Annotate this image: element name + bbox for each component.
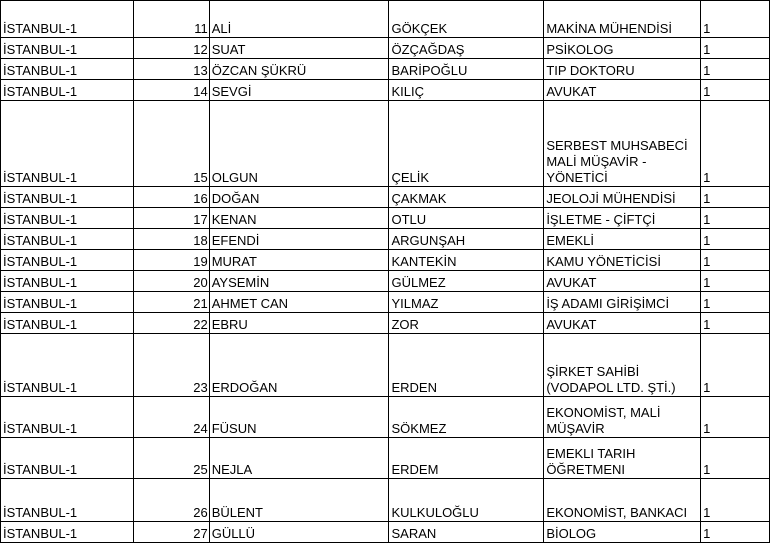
list-number-cell: 18 — [133, 229, 209, 250]
list-number-cell: 22 — [133, 313, 209, 334]
surname-cell: BARİPOĞLU — [389, 59, 544, 80]
occupation-line: EKONOMİST, BANKACI — [546, 505, 688, 520]
table-row — [1, 438, 770, 479]
first-name-cell: ALİ — [209, 1, 389, 38]
table-row — [1, 59, 770, 80]
province-cell: İSTANBUL-1 — [1, 292, 134, 313]
count-cell: 1 — [701, 397, 770, 438]
province-cell: İSTANBUL-1 — [1, 38, 134, 59]
surname-cell: KULKULOĞLU — [389, 479, 544, 522]
list-number-cell: 11 — [133, 1, 209, 38]
occupation-cell — [544, 522, 701, 543]
first-name-cell: SEVGİ — [209, 80, 389, 101]
province-cell: İSTANBUL-1 — [1, 80, 134, 101]
occupation-cell — [544, 334, 701, 397]
first-name-cell: BÜLENT — [209, 479, 389, 522]
surname-cell: ZOR — [389, 313, 544, 334]
count-cell: 1 — [701, 59, 770, 80]
table-row — [1, 334, 770, 397]
province-cell: İSTANBUL-1 — [1, 271, 134, 292]
count-cell: 1 — [701, 80, 770, 101]
list-number-cell: 26 — [133, 479, 209, 522]
first-name-cell: MURAT — [209, 250, 389, 271]
list-number-cell: 13 — [133, 59, 209, 80]
first-name-cell: FÜSUN — [209, 397, 389, 438]
list-number-cell: 16 — [133, 187, 209, 208]
occupation-line: EKONOMİST, MALİ — [546, 405, 661, 420]
table-row — [1, 229, 770, 250]
table-row — [1, 271, 770, 292]
first-name-cell: AYSEMİN — [209, 271, 389, 292]
count-cell: 1 — [701, 250, 770, 271]
province-cell: İSTANBUL-1 — [1, 59, 134, 80]
surname-cell: ERDEN — [389, 334, 544, 397]
list-number-cell: 15 — [133, 101, 209, 187]
count-cell: 1 — [701, 1, 770, 38]
table-row — [1, 101, 770, 187]
count-cell: 1 — [701, 522, 770, 543]
occupation-line: MÜŞAVİR — [546, 421, 605, 436]
occupation-line: EMEKLİ — [546, 233, 594, 248]
count-cell: 1 — [701, 334, 770, 397]
list-number-cell: 23 — [133, 334, 209, 397]
occupation-cell — [544, 229, 701, 250]
province-cell: İSTANBUL-1 — [1, 229, 134, 250]
occupation-line: BİOLOG — [546, 526, 597, 541]
occupation-line: MALİ MÜŞAVİR - — [546, 154, 647, 169]
count-cell: 1 — [701, 292, 770, 313]
province-cell: İSTANBUL-1 — [1, 187, 134, 208]
occupation-line: İŞLETME - ÇİFTÇİ — [546, 212, 656, 227]
occupation-cell — [544, 313, 701, 334]
province-cell: İSTANBUL-1 — [1, 334, 134, 397]
occupation-line: TIP DOKTORU — [546, 63, 635, 78]
surname-cell: YILMAZ — [389, 292, 544, 313]
occupation-cell — [544, 479, 701, 522]
list-number-cell: 14 — [133, 80, 209, 101]
first-name-cell: EFENDİ — [209, 229, 389, 250]
table-row — [1, 208, 770, 229]
table-row — [1, 250, 770, 271]
list-number-cell: 20 — [133, 271, 209, 292]
count-cell: 1 — [701, 271, 770, 292]
occupation-line: MAKİNA MÜHENDİSİ — [546, 21, 672, 36]
province-cell: İSTANBUL-1 — [1, 208, 134, 229]
list-number-cell: 19 — [133, 250, 209, 271]
occupation-cell — [544, 208, 701, 229]
first-name-cell: NEJLA — [209, 438, 389, 479]
table-row — [1, 187, 770, 208]
list-number-cell: 17 — [133, 208, 209, 229]
occupation-cell — [544, 271, 701, 292]
list-number-cell: 24 — [133, 397, 209, 438]
first-name-cell: ÖZCAN ŞÜKRÜ — [209, 59, 389, 80]
occupation-line: PSİKOLOG — [546, 42, 614, 57]
surname-cell: KILIÇ — [389, 80, 544, 101]
occupation-cell — [544, 59, 701, 80]
surname-cell: OTLU — [389, 208, 544, 229]
province-cell: İSTANBUL-1 — [1, 397, 134, 438]
occupation-line: JEOLOJİ MÜHENDİSİ — [546, 191, 676, 206]
table-row — [1, 522, 770, 543]
province-cell: İSTANBUL-1 — [1, 250, 134, 271]
first-name-cell: SUAT — [209, 38, 389, 59]
occupation-cell — [544, 101, 701, 187]
first-name-cell: DOĞAN — [209, 187, 389, 208]
surname-cell: ARGUNŞAH — [389, 229, 544, 250]
count-cell: 1 — [701, 208, 770, 229]
occupation-line: EMEKLI TARIH — [546, 446, 636, 461]
table-row — [1, 479, 770, 522]
surname-cell: ÇELİK — [389, 101, 544, 187]
count-cell: 1 — [701, 438, 770, 479]
first-name-cell: EBRU — [209, 313, 389, 334]
occupation-cell — [544, 80, 701, 101]
occupation-cell — [544, 38, 701, 59]
province-cell: İSTANBUL-1 — [1, 313, 134, 334]
occupation-line: YÖNETİCİ — [546, 170, 608, 185]
table-row — [1, 292, 770, 313]
first-name-cell: AHMET CAN — [209, 292, 389, 313]
occupation-cell — [544, 187, 701, 208]
surname-cell: ÖZÇAĞDAŞ — [389, 38, 544, 59]
occupation-cell — [544, 292, 701, 313]
table-row — [1, 80, 770, 101]
first-name-cell: OLGUN — [209, 101, 389, 187]
surname-cell: ERDEM — [389, 438, 544, 479]
province-cell: İSTANBUL-1 — [1, 438, 134, 479]
occupation-line: AVUKAT — [546, 84, 597, 99]
list-number-cell: 21 — [133, 292, 209, 313]
occupation-line: AVUKAT — [546, 317, 597, 332]
occupation-cell — [544, 1, 701, 38]
count-cell: 1 — [701, 187, 770, 208]
first-name-cell: GÜLLÜ — [209, 522, 389, 543]
surname-cell: ÇAKMAK — [389, 187, 544, 208]
table-row — [1, 1, 770, 38]
count-cell: 1 — [701, 229, 770, 250]
occupation-line: ŞİRKET SAHİBİ — [546, 364, 640, 379]
candidate-table-body — [1, 1, 770, 543]
table-row — [1, 397, 770, 438]
count-cell: 1 — [701, 38, 770, 59]
surname-cell: GÖKÇEK — [389, 1, 544, 38]
province-cell: İSTANBUL-1 — [1, 1, 134, 38]
table-row — [1, 313, 770, 334]
surname-cell: KANTEKİN — [389, 250, 544, 271]
surname-cell: SARAN — [389, 522, 544, 543]
count-cell: 1 — [701, 479, 770, 522]
province-cell: İSTANBUL-1 — [1, 522, 134, 543]
surname-cell: GÜLMEZ — [389, 271, 544, 292]
table-row — [1, 38, 770, 59]
occupation-cell — [544, 250, 701, 271]
occupation-line: KAMU YÖNETİCİSİ — [546, 254, 661, 269]
occupation-line: ÖĞRETMENI — [546, 462, 626, 477]
list-number-cell: 27 — [133, 522, 209, 543]
count-cell: 1 — [701, 313, 770, 334]
surname-cell: SÖKMEZ — [389, 397, 544, 438]
occupation-line: SERBEST MUHSABECİ — [546, 138, 688, 153]
count-cell: 1 — [701, 101, 770, 187]
first-name-cell: ERDOĞAN — [209, 334, 389, 397]
province-cell: İSTANBUL-1 — [1, 479, 134, 522]
occupation-line: AVUKAT — [546, 275, 597, 290]
occupation-cell — [544, 397, 701, 438]
first-name-cell: KENAN — [209, 208, 389, 229]
list-number-cell: 12 — [133, 38, 209, 59]
occupation-line: (VODAPOL LTD. ŞTİ.) — [546, 380, 676, 395]
province-cell: İSTANBUL-1 — [1, 101, 134, 187]
list-number-cell: 25 — [133, 438, 209, 479]
occupation-line: İŞ ADAMI GİRİŞİMCİ — [546, 296, 670, 311]
occupation-cell — [544, 438, 701, 479]
